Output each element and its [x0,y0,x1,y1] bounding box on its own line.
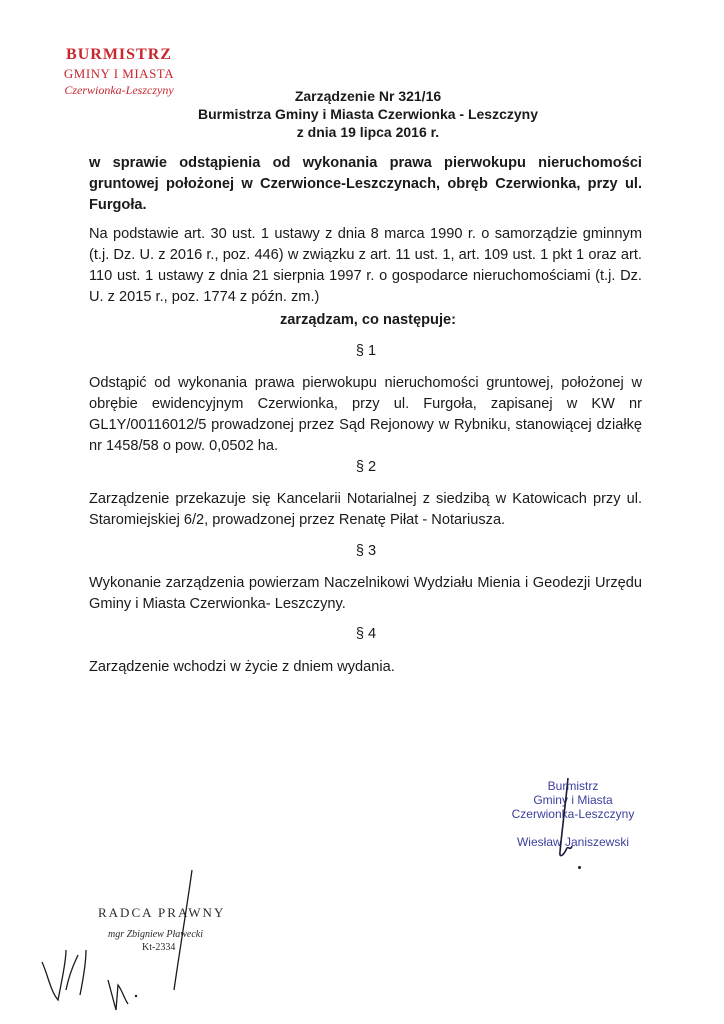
decree-line: zarządzam, co następuje: [280,312,456,328]
section-mark-4: § 4 [355,626,377,642]
mayor-stamp-line1: Burmistrz [547,779,599,793]
section-mark-3: § 3 [355,543,377,559]
legal-signature-initials [42,950,128,1010]
office-stamp-line3: Czerwionka-Leszczyny [64,83,174,97]
legal-stamp-line2: mgr Zbigniew Pławecki [108,929,203,940]
mayor-stamp-name: Wiesław Janiszewski [516,835,630,849]
section-text-1: Odstąpić od wykonania prawa pierwokupu nieruchomości gruntowej, położonej w obrębie ewidencyjnym Czerwionka, przy ul. Furgoła, zapisanej w KW nr GL1Y/00116012/5 prowadzonej przez Sąd Rejonowy w Rybniku, stanowiącej działkę nr 1458/58 o pow. 0,0502 ha. [89,375,642,454]
section-text-2: Zarządzenie przekazuje się Kancelarii Notarialnej z siedzibą w Katowicach przy ul. Staromiejskiej 6/2, prowadzonej przez Renatę Piłat - Notariusza. [89,491,642,528]
section-mark-1: § 1 [355,343,377,359]
legal-stamp-line1: RADCA PRAWNY [98,905,226,920]
document-issuer: Burmistrza Gminy i Miasta Czerwionka - Leszczyny [198,106,538,122]
office-stamp-line2: GMINY I MIASTA [63,66,175,81]
section-text-3: Wykonanie zarządzenia powierzam Naczelnikowi Wydziału Mienia i Geodezji Urzędu Gminy i Miasta Czerwionka- Leszczyny. [89,575,642,612]
section-mark-2: § 2 [355,459,377,475]
legal-stamp-line3: Kt-2334 [142,942,176,953]
ink-dot [578,866,581,869]
mayor-stamp-line2: Gminy i Miasta [533,793,613,807]
document-subject: w sprawie odstąpienia od wykonania prawa pierwokupu nieruchomości gruntowej położonej w Czerwionce-Leszczynach, obręb Czerwionka, przy ul. Furgoła. [89,155,642,213]
document-date: z dnia 19 lipca 2016 r. [296,124,440,140]
office-stamp-line1: BURMISTRZ [66,46,172,63]
mayor-stamp-line3: Czerwionka-Leszczyny [511,807,635,821]
section-text-4: Zarządzenie wchodzi w życie z dniem wydania. [89,659,395,675]
document-title: Zarządzenie Nr 321/16 [294,88,442,104]
mayor-stamp [498,779,648,849]
legal-advisor-stamp [98,905,248,953]
legal-basis: Na podstawie art. 30 ust. 1 ustawy z dnia 8 marca 1990 r. o samorządzie gminnym (t.j. Dz. U. z 2016 r., poz. 446) w związku z art. 11 ust. 1, art. 109 ust. 1 pkt 1 oraz art. 110 ust. 1 ustawy z dnia 21 sierpnia 1997 r. o gospodarce nieruchomościami (t.j. Dz. U. z 2015 r., poz. 1774 z późn. zm.) [89,226,642,305]
legal-signature-dot [135,995,137,997]
